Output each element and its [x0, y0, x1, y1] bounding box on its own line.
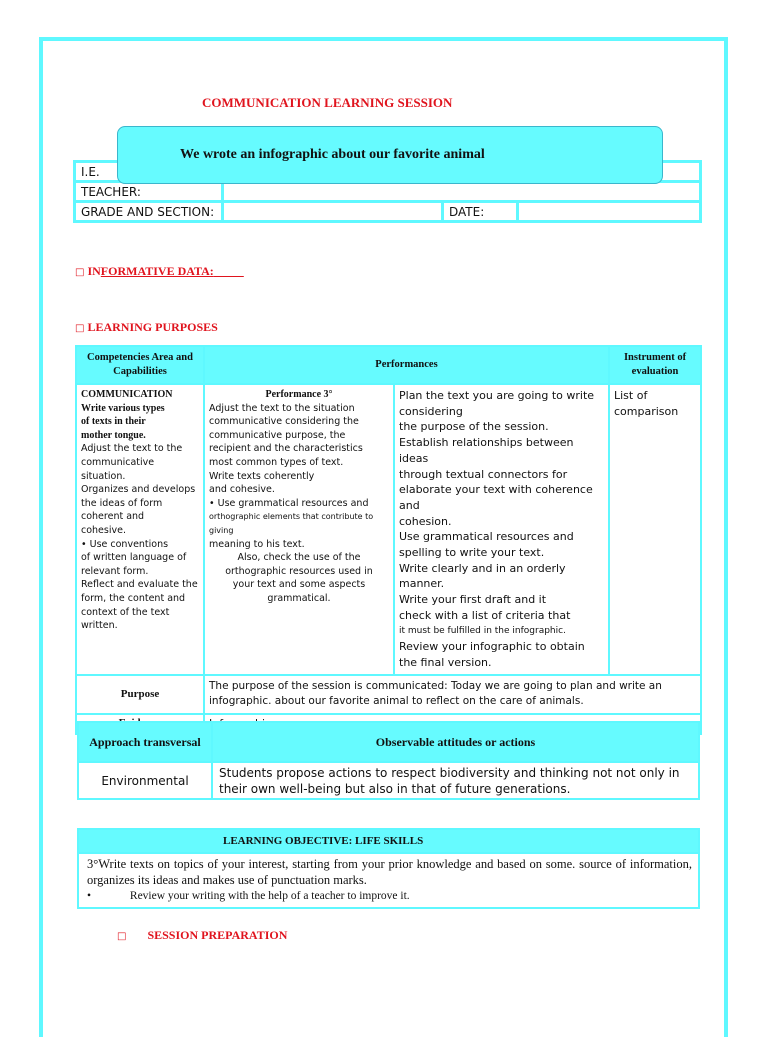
header-instrument: Instrument of evaluation	[609, 346, 701, 384]
header-observable-actions: Observable attitudes or actions	[212, 722, 699, 762]
informative-prefix: IN	[87, 264, 101, 278]
performance-line: Write texts coherently	[209, 470, 315, 482]
criteria-cell	[394, 384, 609, 675]
performance-title: Performance 3°	[265, 389, 333, 400]
area-line: the ideas of form	[81, 497, 163, 509]
area-line: context of the text	[81, 606, 170, 618]
bullet-square-icon: □	[75, 323, 85, 334]
criteria-line-small: it must be fulfilled in the infographic.	[399, 625, 566, 636]
learning-objective-header: LEARNING OBJECTIVE: LIFE SKILLS	[79, 830, 698, 852]
transversal-approach-table	[77, 721, 700, 800]
area-line: written.	[81, 620, 118, 632]
performance-line-centered: grammatical.	[267, 592, 331, 604]
learning-purposes-label: LEARNING PURPOSES	[87, 320, 218, 334]
performance-line: communicative purpose, the	[209, 429, 346, 441]
grade-section-label: GRADE AND SECTION:	[75, 202, 223, 222]
teacher-field[interactable]	[223, 182, 701, 202]
performance-line: and cohesive.	[209, 484, 275, 496]
performance-line: meaning to his text.	[209, 538, 305, 550]
objective-bullet-text: Review your writing with the help of a teacher to improve it.	[129, 890, 410, 902]
session-preparation-label: SESSION PREPARATION	[147, 928, 288, 942]
criteria-line: Establish relationships between ideas	[399, 436, 574, 465]
date-field[interactable]	[518, 202, 701, 222]
header-performances: Performances	[204, 346, 609, 384]
header-approach: Approach transversal	[78, 722, 212, 762]
bullet-square-icon: □	[75, 267, 85, 278]
competencies-table	[75, 345, 702, 735]
area-title: COMMUNICATION	[81, 389, 173, 400]
performance-line: most common types of text.	[209, 456, 344, 468]
area-line: relevant form.	[81, 565, 149, 577]
area-line: • Use conventions	[81, 538, 169, 550]
performance-line: Adjust the text to the situation	[209, 402, 355, 414]
objective-bullet-item	[87, 888, 692, 904]
area-bold-line: Write various types	[81, 402, 165, 414]
performance-line-centered: orthographic resources used in	[225, 565, 373, 577]
area-line: form, the content and	[81, 592, 186, 604]
criteria-line: Use grammatical resources and	[399, 530, 574, 544]
area-line: Reflect and evaluate the	[81, 579, 198, 591]
performance-line-centered: your text and some aspects	[232, 579, 366, 591]
area-bold-line: mother tongue.	[81, 429, 146, 441]
purpose-text: The purpose of the session is communicated: Today we are going to plan and write an infographic. about our favorite animal to reflect on the care of animals.	[204, 675, 701, 714]
performance-cell	[204, 384, 394, 675]
criteria-line: Review your infographic to obtain	[399, 640, 585, 654]
instrument-cell: List of comparison	[609, 384, 701, 675]
area-bold-line: of texts in their	[81, 416, 146, 428]
performance-line: communicative considering the	[209, 416, 359, 428]
page-title: COMMUNICATION LEARNING SESSION	[202, 95, 453, 110]
criteria-line: check with a list of criteria that	[399, 608, 571, 622]
objective-text: 3°Write texts on topics of your interest, starting from your prior knowledge and based on some. source of information, organizes its ideas and makes use of punctuation marks.	[87, 857, 692, 887]
criteria-line: spelling to write your text.	[399, 546, 545, 560]
session-preparation-heading	[117, 928, 287, 943]
criteria-line: cohesion.	[399, 514, 452, 528]
date-label: DATE:	[443, 202, 518, 222]
learning-purposes-heading	[75, 320, 218, 335]
bullet-square-icon: □	[117, 931, 127, 942]
criteria-line: Plan the text you are going to write	[399, 389, 595, 402]
criteria-line: Write clearly and in an orderly manner.	[399, 561, 566, 591]
bullet-icon: •	[87, 890, 92, 902]
performance-line-centered: Also, check the use of the	[237, 552, 361, 564]
informative-data-heading	[75, 264, 244, 279]
performance-line-small: orthographic elements that contribute to giving	[209, 512, 374, 535]
area-line: communicative situation.	[81, 456, 155, 482]
header-competencies: Competencies Area and Capabilities	[76, 346, 204, 384]
performance-line: • Use grammatical resources and	[209, 497, 369, 509]
area-line: Adjust the text to the	[81, 443, 183, 455]
area-line: cohesive.	[81, 524, 126, 536]
area-line: of written language of	[81, 552, 187, 564]
area-line: coherent and	[81, 511, 145, 523]
approach-name: Environmental	[78, 762, 212, 799]
ie-label: I.E.	[75, 162, 223, 182]
informative-rest: FORMATIVE DATA:	[100, 264, 214, 278]
criteria-line: Write your first draft and it	[399, 593, 547, 607]
criteria-line: elaborate your text with coherence and	[399, 483, 593, 512]
grade-section-field[interactable]	[223, 202, 443, 222]
criteria-line: through textual connectors for	[399, 467, 568, 481]
session-title-banner: We wrote an infographic about our favorite animal	[117, 126, 663, 184]
criteria-line: the purpose of the session.	[399, 420, 549, 434]
learning-objective-body	[79, 852, 698, 907]
criteria-line: considering	[399, 404, 463, 418]
performance-line: recipient and the characteristics	[209, 443, 363, 455]
area-line: Organizes and develops	[81, 484, 196, 496]
learning-objective-box	[77, 828, 700, 909]
purpose-label: Purpose	[76, 675, 204, 714]
teacher-label: TEACHER:	[75, 182, 223, 202]
criteria-line: the final version.	[399, 655, 492, 669]
competency-area-cell	[76, 384, 204, 675]
approach-actions: Students propose actions to respect biodiversity and thinking not not only in their own well-being but also in that of future generations.	[212, 762, 699, 799]
